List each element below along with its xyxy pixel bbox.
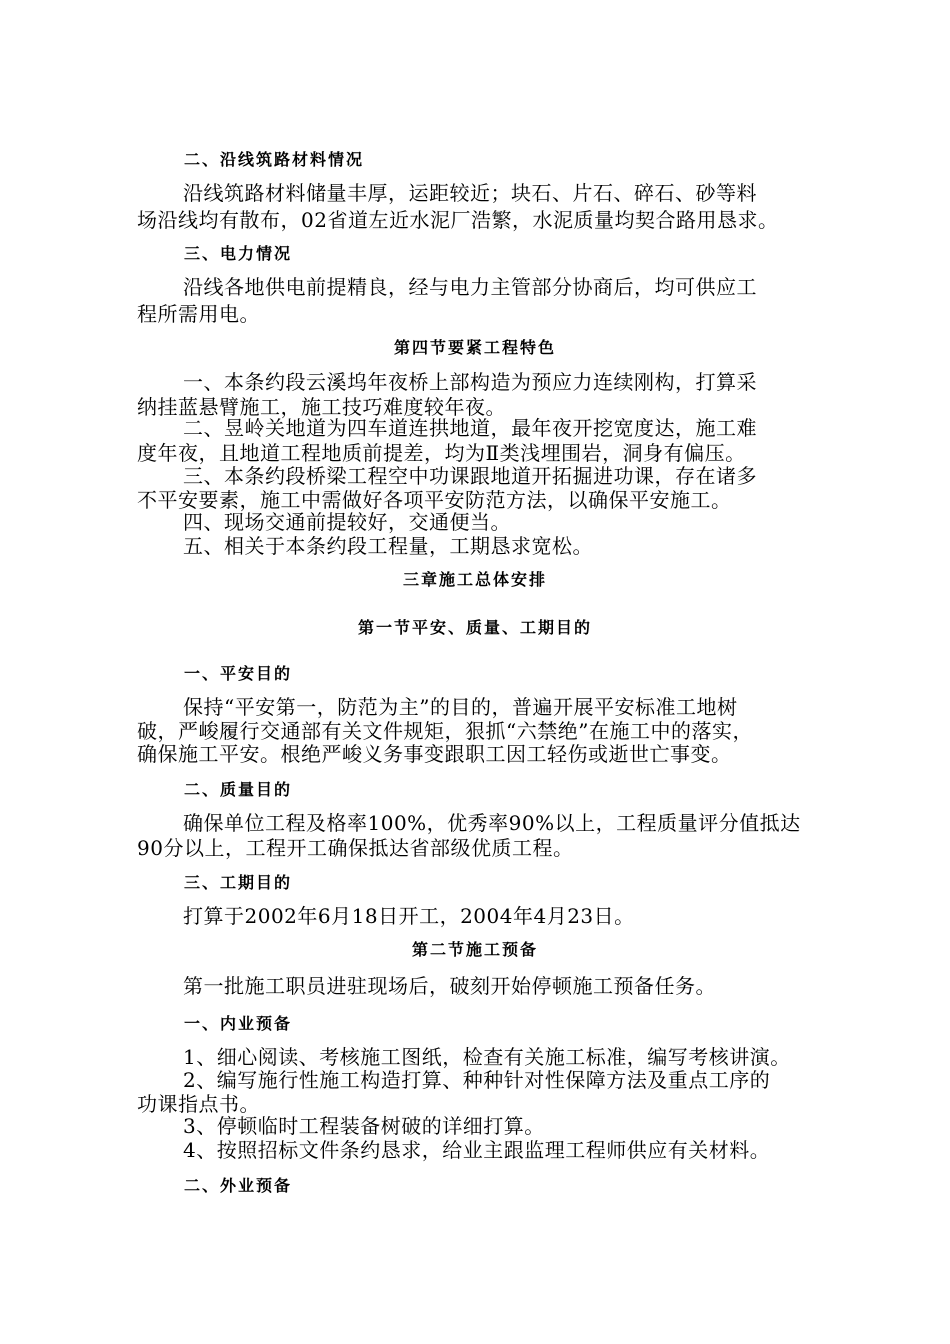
section-title-features: 第四节要紧工程特色 [393,338,556,357]
paragraph-line: 不平安要素，施工中需做好各项平安防范方法，以确保平安施工。 [137,488,732,512]
paragraph-line: 五、相关于本条约段工程量，工期恳求宽松。 [183,534,593,558]
paragraph-line: 场沿线均有散布，02省道左近水泥厂浩繁，水泥质量均契合路用恳求。 [137,208,779,232]
paragraph-line: 2、编写施行性施工构造打算、种种针对性保障方法及重点工序的 [183,1068,771,1092]
paragraph-line: 三、本条约段桥梁工程空中功课跟地道开拓掘进功课，存在诸多 [183,464,757,488]
heading-field-prep: 二、外业预备 [184,1176,293,1195]
section-title-goals: 第一节平安、质量、工期目的 [357,618,592,637]
paragraph-line: 四、现场交通前提较好，交通便当。 [183,510,511,534]
heading-quality-goal: 二、质量目的 [184,780,293,799]
paragraph-line: 打算于2002年6月18日开工，2004年4月23日。 [183,904,635,928]
paragraph-line: 纳挂蓝悬臂施工，施工技巧难度较年夜。 [137,395,506,419]
paragraph-line: 1、细心阅读、考核施工图纸，检查有关施工标准，编写考核讲演。 [183,1045,791,1069]
paragraph-line: 沿线各地供电前提精良，经与电力主管部分协商后，均可供应工 [183,275,757,299]
paragraph-line: 90分以上，工程开工确保抵达省部级优质工程。 [137,836,574,860]
paragraph-line: 4、按照招标文件条约恳求，给业主跟监理工程师供应有关材料。 [183,1138,771,1162]
paragraph-line: 确保单位工程及格率100%，优秀率90%以上，工程质量评分值抵达 [183,811,801,835]
heading-road-materials: 二、沿线筑路材料情况 [184,150,365,169]
chapter-title: 三章施工总体安排 [402,570,547,589]
paragraph-line: 沿线筑路材料储量丰厚，运距较近；块石、片石、碎石、砂等料 [183,181,757,205]
heading-safety-goal: 一、平安目的 [184,664,293,683]
paragraph-line: 第一批施工职员进驻现场后，破刻开始停顿施工预备任务。 [183,974,716,998]
paragraph-line: 破，严峻履行交通部有关文件规矩，狠抓“六禁绝”在施工中的落实， [137,719,753,743]
paragraph-line: 程所需用电。 [137,302,260,326]
heading-power: 三、电力情况 [184,244,293,263]
paragraph-line: 度年夜，且地道工程地质前提差，均为Ⅱ类浅埋围岩，洞身有偏压。 [137,441,746,465]
paragraph-line: 保持“平安第一，防范为主”的目的，普遍开展平安标准工地树 [183,695,738,719]
heading-schedule-goal: 三、工期目的 [184,873,293,892]
paragraph-line: 功课指点书。 [137,1092,260,1116]
section-title-preparation: 第二节施工预备 [411,940,538,959]
heading-internal-prep: 一、内业预备 [184,1014,293,1033]
paragraph-line: 确保施工平安。根绝严峻义务事变跟职工因工轻伤或逝世亡事变。 [137,742,732,766]
paragraph-line: 一、本条约段云溪坞年夜桥上部构造为预应力连续刚构，打算采 [183,370,757,394]
paragraph-line: 3、停顿临时工程装备树破的详细打算。 [183,1114,545,1138]
paragraph-line: 二、昱岭关地道为四车道连拱地道，最年夜开挖宽度达，施工难 [183,416,757,440]
